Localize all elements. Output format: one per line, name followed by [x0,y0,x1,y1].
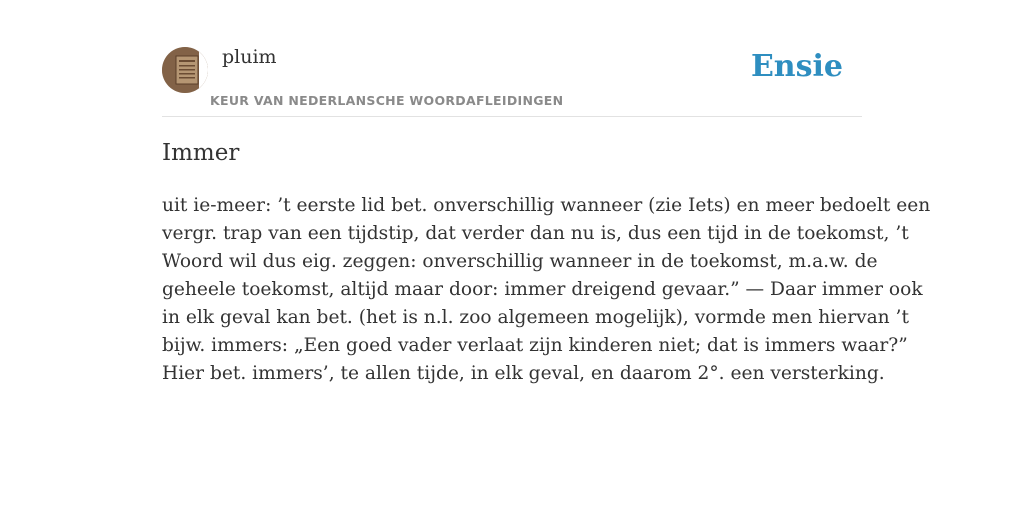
definition-line: vergr. trap van een tijdstip, dat verder dan nu is, dus een tijd in de toekomst, ’t [162,223,909,244]
definition-line: Hier bet. immers’, te allen tijde, in elk geval, en daarom 2°. een versterking. [162,363,885,384]
dictionary-name[interactable]: KEUR VAN NEDERLANSCHE WOORDAFLEIDINGEN [210,93,564,108]
definition-line: bijw. immers: „Een goed vader verlaat zijn kinderen niet; dat is immers waar?” [162,335,908,356]
definition-line: Woord wil dus eig. zeggen: onverschillig wanneer in de toekomst, m.a.w. de [162,251,878,272]
definition-line: in elk geval kan bet. (het is n.l. zoo algemeen mogelijk), vormde men hiervan ’t [162,307,909,328]
definition-line: uit ie-meer: ’t eerste lid bet. onverschillig wanneer (zie Iets) en meer bedoelt een [162,195,931,216]
avatar-image [162,47,208,93]
header [162,44,862,117]
entry-title: Immer [162,140,240,166]
ensie-logo[interactable]: Ensie [750,49,843,84]
entry-definition [162,192,931,388]
avatar[interactable] [162,47,208,93]
username[interactable]: pluim [222,46,277,68]
definition-line: geheele toekomst, altijd maar door: immer dreigend gevaar.” — Daar immer ook [162,279,923,300]
